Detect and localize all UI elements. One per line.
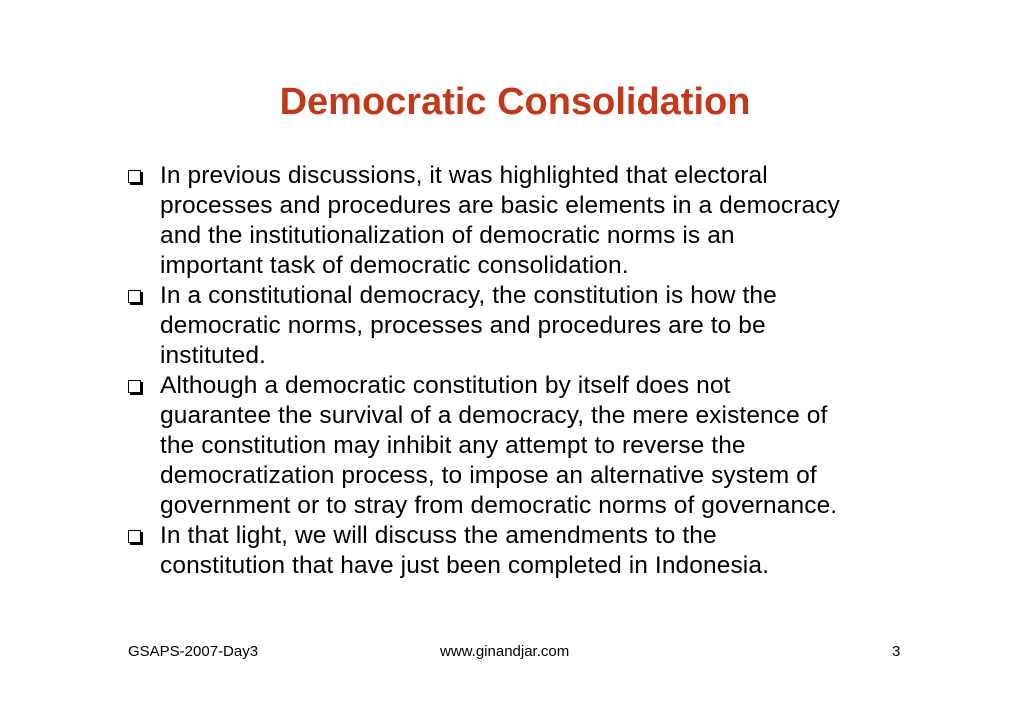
bullet-line: In that light, we will discuss the amendments to the xyxy=(160,522,717,549)
footer-website-link[interactable]: www.ginandjar.com xyxy=(440,643,570,660)
bullet-item xyxy=(128,371,908,521)
bullet-line: and the institutionalization of democratic norms is an xyxy=(160,222,735,249)
bullet-line: constitution that have just been completed in Indonesia. xyxy=(160,552,769,579)
bullet-line: democratization process, to impose an alternative system of xyxy=(160,462,817,489)
bullet-item xyxy=(128,161,908,281)
bullet-line: In a constitutional democracy, the constitution is how the xyxy=(160,282,777,309)
bullet-line: guarantee the survival of a democracy, the mere existence of xyxy=(160,402,828,429)
bullet-line: processes and procedures are basic elements in a democracy xyxy=(160,192,840,219)
bullet-item xyxy=(128,281,908,371)
bullet-list xyxy=(128,161,908,581)
hollow-square-bullet-icon xyxy=(128,380,141,393)
bullet-line: instituted. xyxy=(160,342,266,369)
bullet-line: government or to stray from democratic norms of governance. xyxy=(160,492,838,519)
hollow-square-bullet-icon xyxy=(128,530,141,543)
footer-course-label: GSAPS-2007-Day3 xyxy=(128,643,259,660)
bullet-line: important task of democratic consolidation. xyxy=(160,252,629,279)
slide-title: Democratic Consolidation xyxy=(279,81,751,123)
page-number: 3 xyxy=(892,643,901,660)
bullet-line: In previous discussions, it was highlighted that electoral xyxy=(160,162,768,189)
bullet-item xyxy=(128,521,908,581)
bullet-line: the constitution may inhibit any attempt to reverse the xyxy=(160,432,746,459)
bullet-line: Although a democratic constitution by itself does not xyxy=(160,372,731,399)
hollow-square-bullet-icon xyxy=(128,170,141,183)
hollow-square-bullet-icon xyxy=(128,290,141,303)
bullet-line: democratic norms, processes and procedures are to be xyxy=(160,312,766,339)
